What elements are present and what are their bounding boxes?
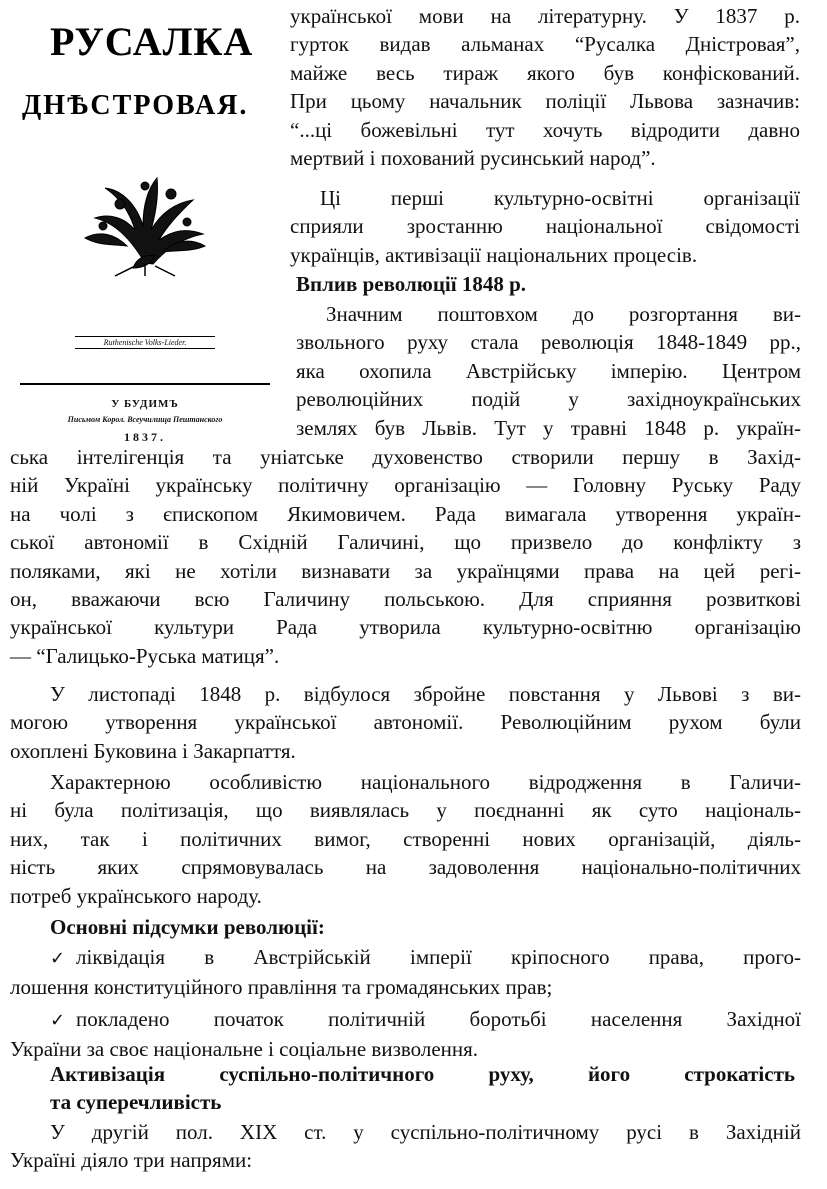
text-line: українців, активізації національних процесів. <box>290 242 698 267</box>
heading-line: та суперечливість <box>50 1090 222 1115</box>
text-line: У листопаді 1848 р. відбулося збройне повстання у Львові з ви- <box>50 682 801 706</box>
text-line: Характерною особливістю національного відродження в Галичи- <box>50 770 801 794</box>
text-line: Значним поштовхом до розгортання ви- <box>326 302 801 326</box>
cover-place: У БУДИМЪ <box>111 398 179 410</box>
text-line: української мови на літературну. У 1837 р. <box>290 4 800 28</box>
list-item <box>10 943 801 973</box>
text-line: Ці перші культурно-освітні організації <box>320 186 800 210</box>
almanac-cover-image <box>20 10 270 450</box>
text-line: он, вважаючи всю Галичину польською. Для сприяння розвиткові <box>10 587 801 612</box>
text-line: охоплені Буковина і Закарпаття. <box>10 738 296 763</box>
check-mark-icon: ✓ <box>50 1009 66 1031</box>
flower-vignette-illustration <box>75 168 215 278</box>
text-line: Україні діяло три напрями: <box>10 1148 253 1173</box>
cover-divider <box>20 383 270 385</box>
text-line: майже весь тираж якого був конфіскований. <box>290 60 800 85</box>
heading-line: Активізація суспільно-політичного руху, його строкатість <box>50 1062 795 1086</box>
text-line: них, так і політичних вимог, створенні нових організацій, діяль- <box>10 826 801 851</box>
text-line: При цьому начальник поліції Львова зазначив: <box>290 89 800 114</box>
text-line: ська інтелігенція та уніатське духовенство створили першу в Захід- <box>10 445 801 469</box>
heading-revolution: Вплив революції 1848 р. <box>296 272 527 296</box>
cover-title: РУСАЛКА <box>50 19 254 64</box>
cover-subtitle: Ruthenische Volks-Lieder. <box>75 336 215 349</box>
text-line: поляками, які не хотіли визнавати за українцями права на цей регі- <box>10 558 801 583</box>
text-line: землях був Львів. Тут у травні 1848 р. україн- <box>296 415 801 440</box>
text-line: гурток видав альманах “Русалка Дністровая”, <box>290 32 800 57</box>
text-line: ність яких спрямовувалась на задоволення національно-політичних <box>10 855 801 880</box>
text-line: “...ці божевільні тут хочуть відродити давно <box>290 117 800 142</box>
text-line: України за своє національне і соціальне визволення. <box>10 1037 479 1062</box>
cover-year: 1837. <box>124 430 166 444</box>
text-line: революційних подій у західноукраїнських <box>296 387 801 412</box>
text-line: сприяли зростанню національної свідомості <box>290 214 800 239</box>
list-item-text: ліквідація в Австрійській імперії кріпосного права, прого- <box>76 945 801 969</box>
text-line: звольного руху стала революція 1848-1849 рр., <box>296 330 801 355</box>
text-line: української культури Рада утворила культурно-освітню організацію <box>10 615 801 640</box>
text-line: лошення конституційного правління та громадянських прав; <box>10 975 553 1000</box>
paragraph-almanac <box>290 2 800 172</box>
paragraph-revolution-continued <box>10 443 801 670</box>
text-line: У другій пол. XIX ст. у суспільно-політичному русі в Західній <box>50 1120 801 1144</box>
text-line: на чолі з єпископом Якимовичем. Рада вимагала утворення україн- <box>10 501 801 526</box>
text-line: потреб українського народу. <box>10 883 262 908</box>
list-item <box>10 1005 801 1035</box>
text-line: ній Україні українську політичну організацію — Головну Руську Раду <box>10 473 801 498</box>
list-item-text: покладено початок політичній боротьбі населення Західної <box>76 1006 801 1031</box>
text-line: мертвий і похований русинський народ”. <box>290 146 656 171</box>
paragraph-revolution <box>296 300 801 442</box>
text-line: могою утворення української автономії. Революційним рухом були <box>10 710 801 735</box>
text-line: ні була політизація, що виявлялась у поєднанні як суто національ- <box>10 798 801 823</box>
paragraph-uprising <box>10 680 801 765</box>
text-line: ської автономії в Східній Галичині, що призвело до конфлікту з <box>10 530 801 555</box>
check-mark-icon: ✓ <box>50 948 66 969</box>
cover-printer: Письмом Корол. Всеучилища Пештанского <box>67 415 223 424</box>
paragraph-organizations <box>290 184 800 269</box>
heading-results: Основні підсумки революції: <box>50 915 325 939</box>
paragraph-directions <box>10 1118 801 1175</box>
bullet-list-results <box>10 943 801 1064</box>
paragraph-politicization <box>10 768 801 910</box>
text-line: яка охопила Австрійську імперію. Центром <box>296 358 801 383</box>
text-line: — “Галицько-Руська матиця”. <box>10 643 280 668</box>
cover-title-second-line: ДНѢСТРОВАЯ. <box>22 90 249 121</box>
heading-activation <box>50 1060 795 1117</box>
